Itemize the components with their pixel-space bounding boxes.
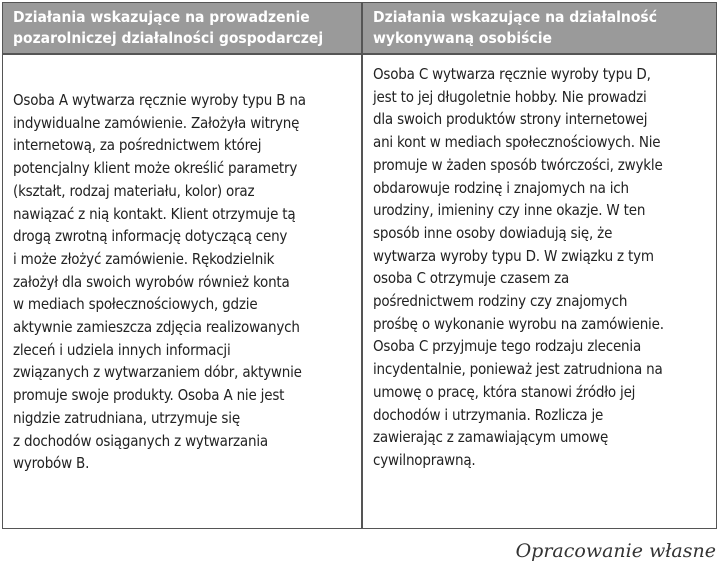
cell-text-line: z dochodów osiąganych z wytwarzania (13, 431, 268, 450)
header-line: Działania wskazujące na prowadzenie (13, 8, 310, 26)
cell-text-line: drogą zwrotną informację dotyczącą ceny (13, 227, 288, 246)
cell-text-line: ani kont w mediach społecznościowych. Nie (373, 133, 661, 152)
cell-text-line: promuje w żaden sposób twórczości, zwykle (373, 155, 663, 174)
cell-text-line: sposób inne osoby dowiadują się, że (373, 223, 613, 242)
cell-text-line: aktywnie zamieszcza zdjęcia realizowanych (13, 318, 300, 337)
table-header-row (3, 3, 716, 54)
source-caption: Opracowanie własne (515, 540, 716, 562)
cell-text-line: urodziny, imieniny czy inne okazje. W ten (373, 201, 646, 220)
cell-text-line: internetową, za pośrednictwem której (13, 136, 262, 155)
cell-text-line: Osoba C wytwarza ręcznie wyroby typu D, (373, 65, 651, 83)
header-line: wykonywaną osobiście (373, 29, 552, 47)
cell-text-line: osoba C otrzymuje czasem za (373, 269, 570, 288)
cell-text-line: nigdzie zatrudniana, utrzymuje się (13, 408, 240, 427)
header-line: pozarolniczej działalności gospodarczej (13, 29, 324, 47)
cell-text-line: indywidualne zamówienie. Założyła witrynę (13, 113, 300, 132)
cell-text-line: związanych z wytwarzaniem dóbr, aktywnie (13, 363, 302, 382)
cell-text-line: (kształt, rodzaj materiału, kolor) oraz (13, 181, 255, 200)
cell-text-line: dla swoich produktów strony internetowej (373, 110, 648, 129)
cell-text-line: dochodów i utrzymania. Rozlicza je (373, 405, 604, 424)
cell-text-line: prośbę o wykonanie wyrobu na zamówienie. (373, 314, 664, 333)
cell-text-line: w mediach społecznościowych, gdzie (13, 295, 258, 314)
cell-text-line: potencjalny klient może określić parametry (13, 159, 298, 178)
cell-text-line: i może złożyć zamówienie. Rękodzielnik (13, 249, 275, 268)
cell-text-line: pośrednictwem rodziny czy znajomych (373, 292, 628, 311)
cell-text-line: nawiązać z nią kontakt. Klient otrzymuje tą (13, 204, 296, 223)
body-cell-business (13, 89, 306, 475)
cell-text-line: wytwarza wyroby typu D. W związku z tym (373, 246, 654, 265)
cell-text-line: umowę o pracę, która stanowi źródło jej (373, 382, 636, 401)
header-line: Działania wskazujące na działalność (373, 8, 657, 26)
row-divider (3, 53, 716, 55)
cell-text-line: obdarowuje rodzinę i znajomych na ich (373, 178, 629, 197)
cell-text-line: wyrobów B. (13, 454, 90, 473)
column-divider (361, 3, 363, 528)
cell-text-line: założył dla swoich wyrobów również konta (13, 272, 290, 291)
header-cell-personal (363, 3, 715, 53)
cell-text-line: Osoba A wytwarza ręcznie wyroby typu B na (13, 91, 306, 109)
cell-text-line: incydentalnie, ponieważ jest zatrudniona na (373, 360, 663, 379)
header-cell-business (3, 3, 361, 53)
cell-text-line: promuje swoje produkty. Osoba A nie jest (13, 386, 285, 405)
cell-text-line: jest to jej długoletnie hobby. Nie prowadzi (373, 87, 647, 106)
body-cell-personal (373, 63, 664, 472)
comparison-table (2, 2, 717, 529)
cell-text-line: Osoba C przyjmuje tego rodzaju zlecenia (373, 337, 642, 356)
cell-text-line: zawierając z zamawiającym umowę (373, 428, 609, 447)
cell-text-line: zleceń i udziela innych informacji (13, 340, 231, 359)
cell-text-line: cywilnoprawną. (373, 450, 476, 469)
